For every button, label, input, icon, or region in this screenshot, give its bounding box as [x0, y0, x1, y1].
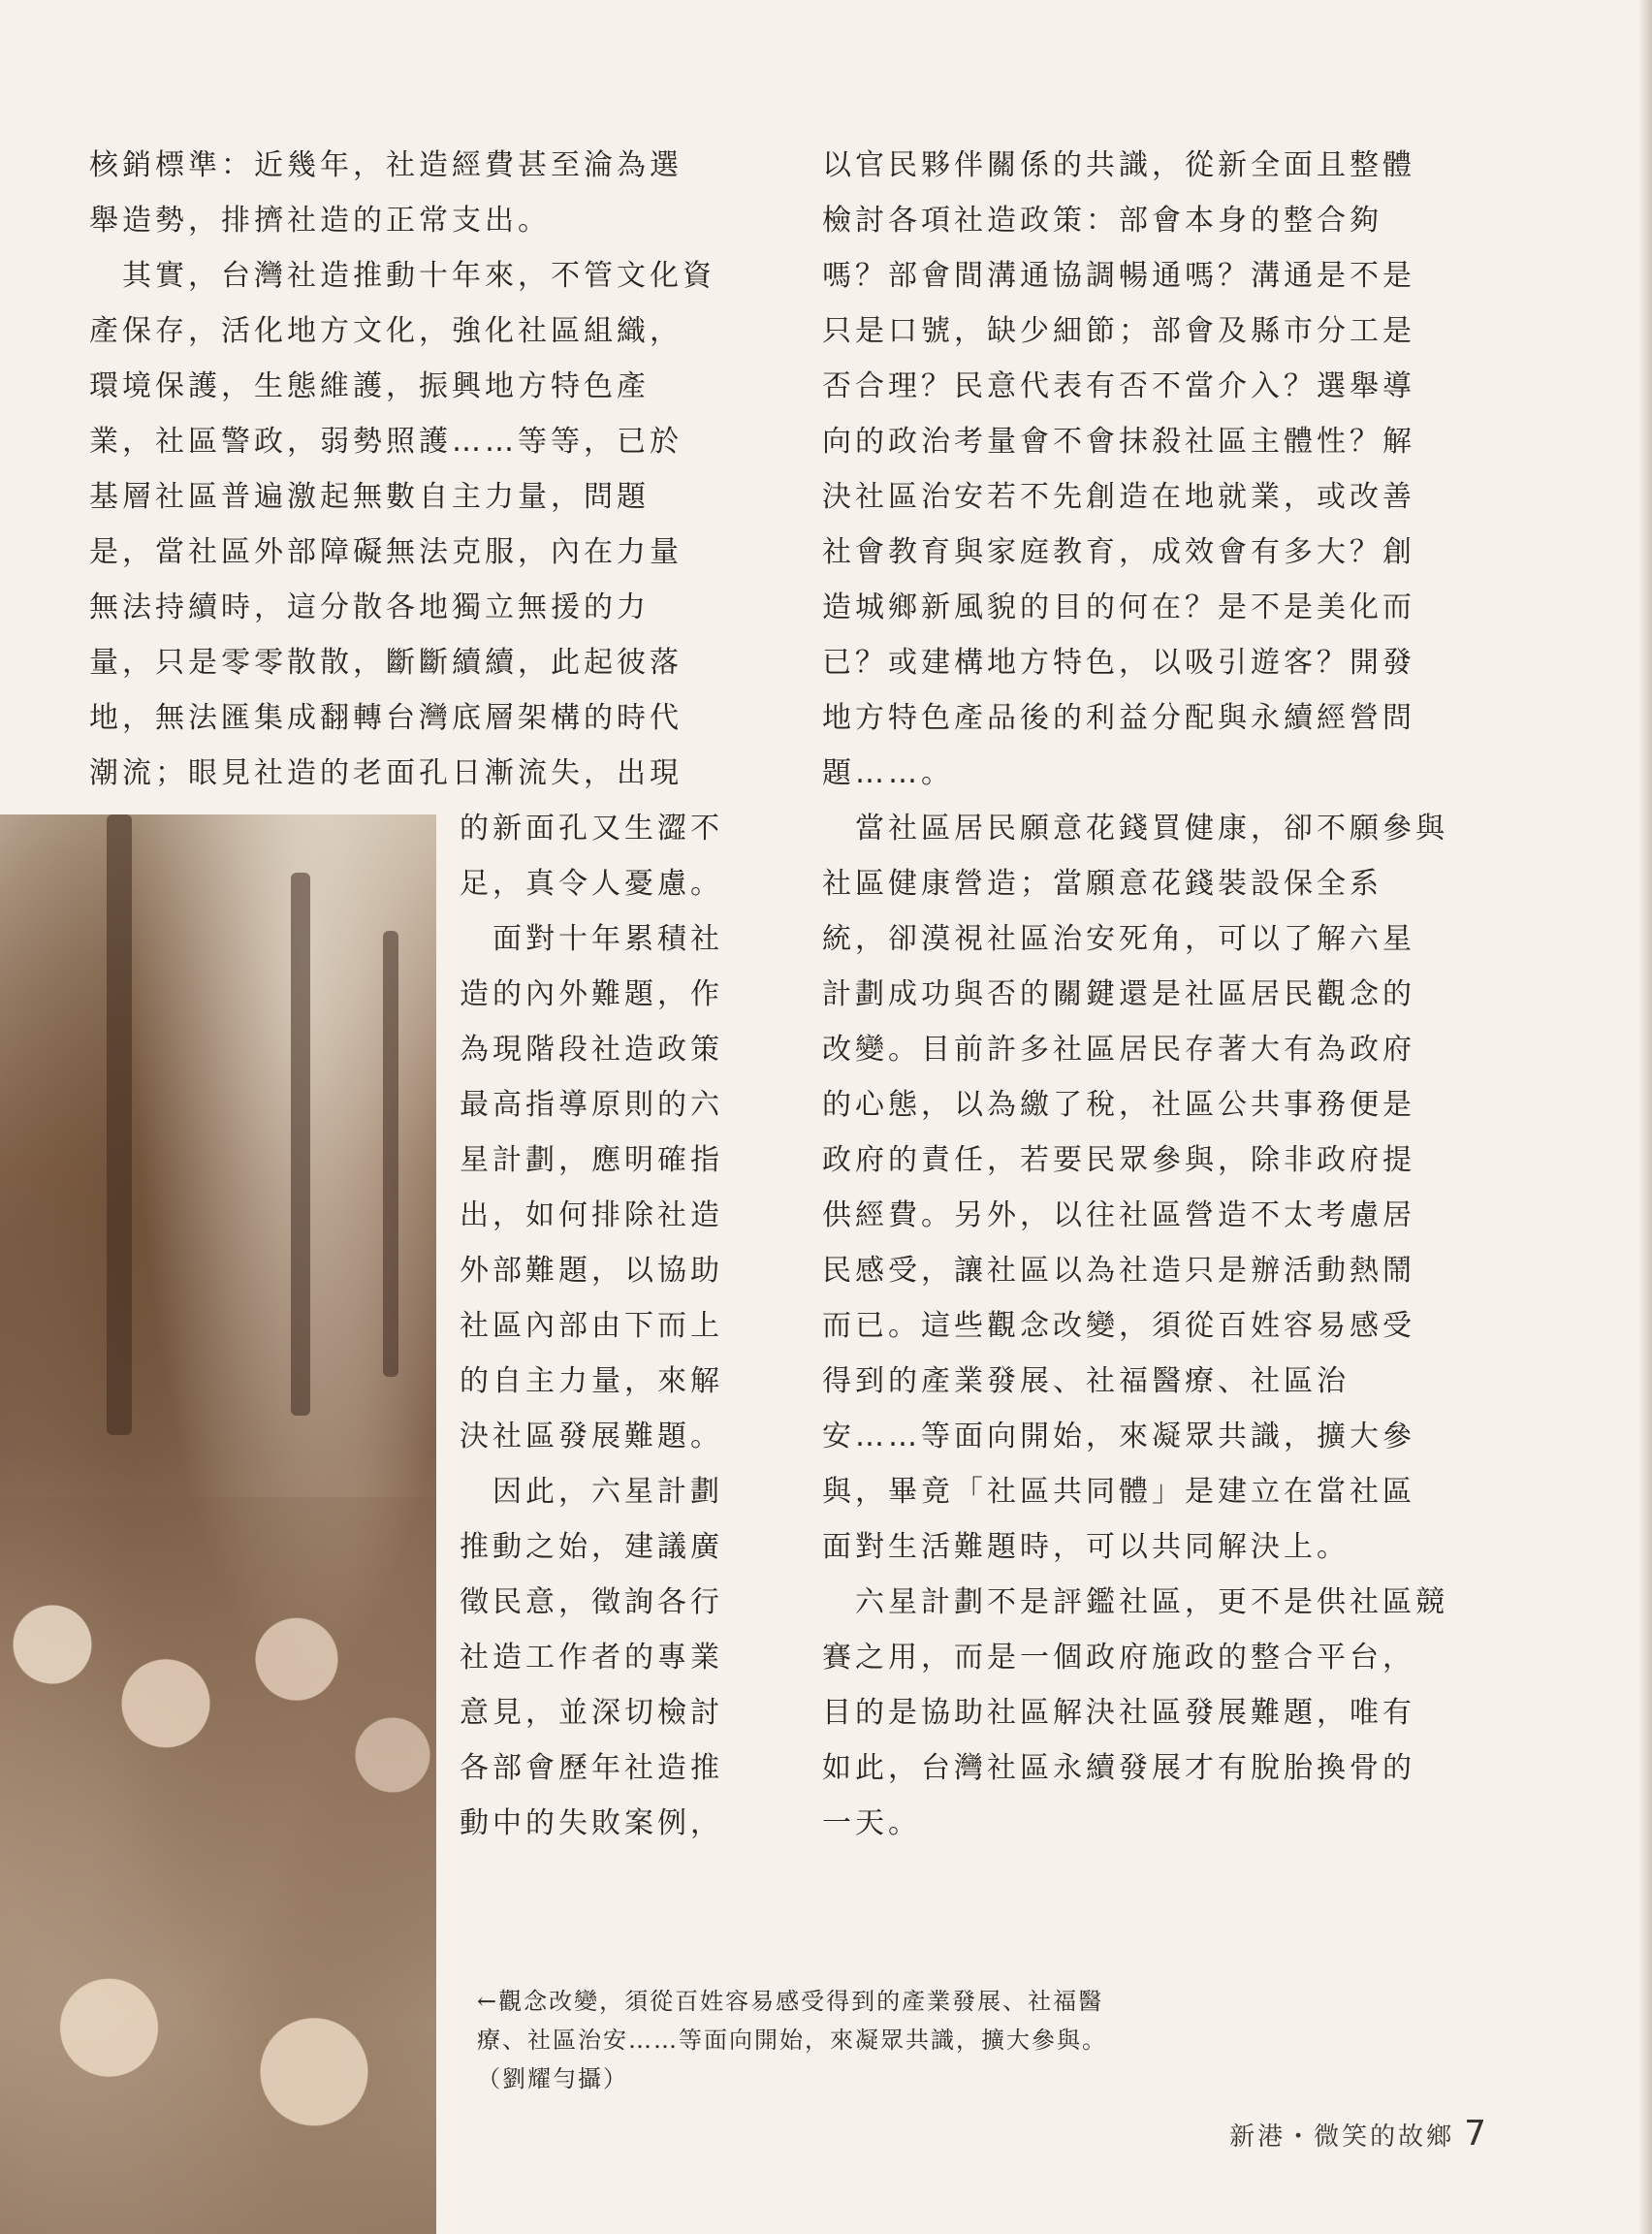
- page-edge-shadow: [1638, 0, 1652, 2234]
- photo-caption: [477, 1943, 1194, 2137]
- paragraph: 核銷標準：近幾年，社造經費甚至淪為選 舉造勢，排擠社造的正常支出。 其實，台灣社造推動十年來，不管文化資 產保存，活化地方文化，強化社區組織， 環境保護，生態維護，振興地方特色產 業，社區警政，弱勢照護……等等，已於 基層社區普遍激起無數自主力量，問題 是，當社區外部障礙無法克服，內在力量 無法持續時，這分散各地獨立無援的力 量，只是零零散散，斷斷續續，此起彼落 地，無法匯集成翻轉台灣底層架構的時代 潮流；眼見社造的老面孔日漸流失，出現: [89, 148, 715, 790]
- left-narrow-column: [460, 801, 762, 1851]
- left-top-column: [89, 138, 758, 801]
- paragraph: 以官民夥伴關係的共識，從新全面且整體 檢討各項社造政策：部會本身的整合夠 嗎？部會間溝通協調暢通嗎？溝通是不是 只是口號，缺少細節；部會及縣市分工是 否合理？民意代表有否不當介入？選舉導 向的政治考量會不會抹殺社區主體性？解 決社區治安若不先創造在地就業，或改善 社會教育與家庭教育，成效會有多大？創 造城鄉新風貌的目的何在？是不是美化而 已？或建構地方特色，以吸引遊客？開發 地方特色產品後的利益分配與永續經營問 題……。 當社區居民願意花錢買健康，卻不願參與 社區健康營造；當願意花錢裝設保全系 統，卻漠視社區治安死角，可以了解六星 計劃成功與否的關鍵還是社區居民觀念的 改變。目前許多社區居民存著大有為政府 的心態，以為繳了稅，社區公共事務便是 政府的責任，若要民眾參與，除非政府提 供經費。另外，以往社區營造不太考慮居 民感受，讓社區以為社造只是辦活動熱鬧 而已。這些觀念改變，須從百姓容易感受 得到的產業發展、社福醫療、社區治 安……等面向開始，來凝眾共識，擴大參 與，畢竟「社區共同體」是建立在當社區 面對生活難題時，可以共同解決上。 六星計劃不是評鑑社區，更不是供社區競 賽之用，而是一個政府施政的整合平台， 目的是協助社區解決社區發展難題，唯有 如此，台灣社區永續發展才有脫胎換骨的 一天。: [822, 148, 1448, 1840]
- paragraph: 的新面孔又生澀不 足，真令人憂慮。 面對十年累積社 造的內外難題，作 為現階段社造政策 最高指導原則的六 星計劃，應明確指 出，如何排除社造 外部難題，以協助 社區內部由下而上 的自主力量，來解 決社區發展難題。 因此，六星計劃 推動之始，建議廣 徵民意，徵詢各行 社造工作者的專業 意見，並深切檢討 各部會歷年社造推 動中的失敗案例，: [460, 812, 723, 1840]
- crowd-photo: [0, 814, 436, 2234]
- right-column: [822, 138, 1474, 1851]
- crowd-figures: [0, 1497, 436, 2234]
- tree-trunk: [291, 873, 310, 1416]
- caption-text: ←觀念改變，須從百姓容易感受得到的產業發展、社福醫 療、社區治安……等面向開始，來凝眾共識，擴大參與。: [477, 1988, 1107, 2054]
- tree-trunk: [107, 814, 132, 1435]
- publication-title: 新港・微笑的故鄉: [1229, 2122, 1455, 2152]
- page-footer: [1229, 2114, 1489, 2154]
- page-number: 7: [1464, 2114, 1489, 2154]
- tree-trunk: [383, 931, 398, 1377]
- photo-credit: （劉耀勻攝）: [477, 2065, 628, 2092]
